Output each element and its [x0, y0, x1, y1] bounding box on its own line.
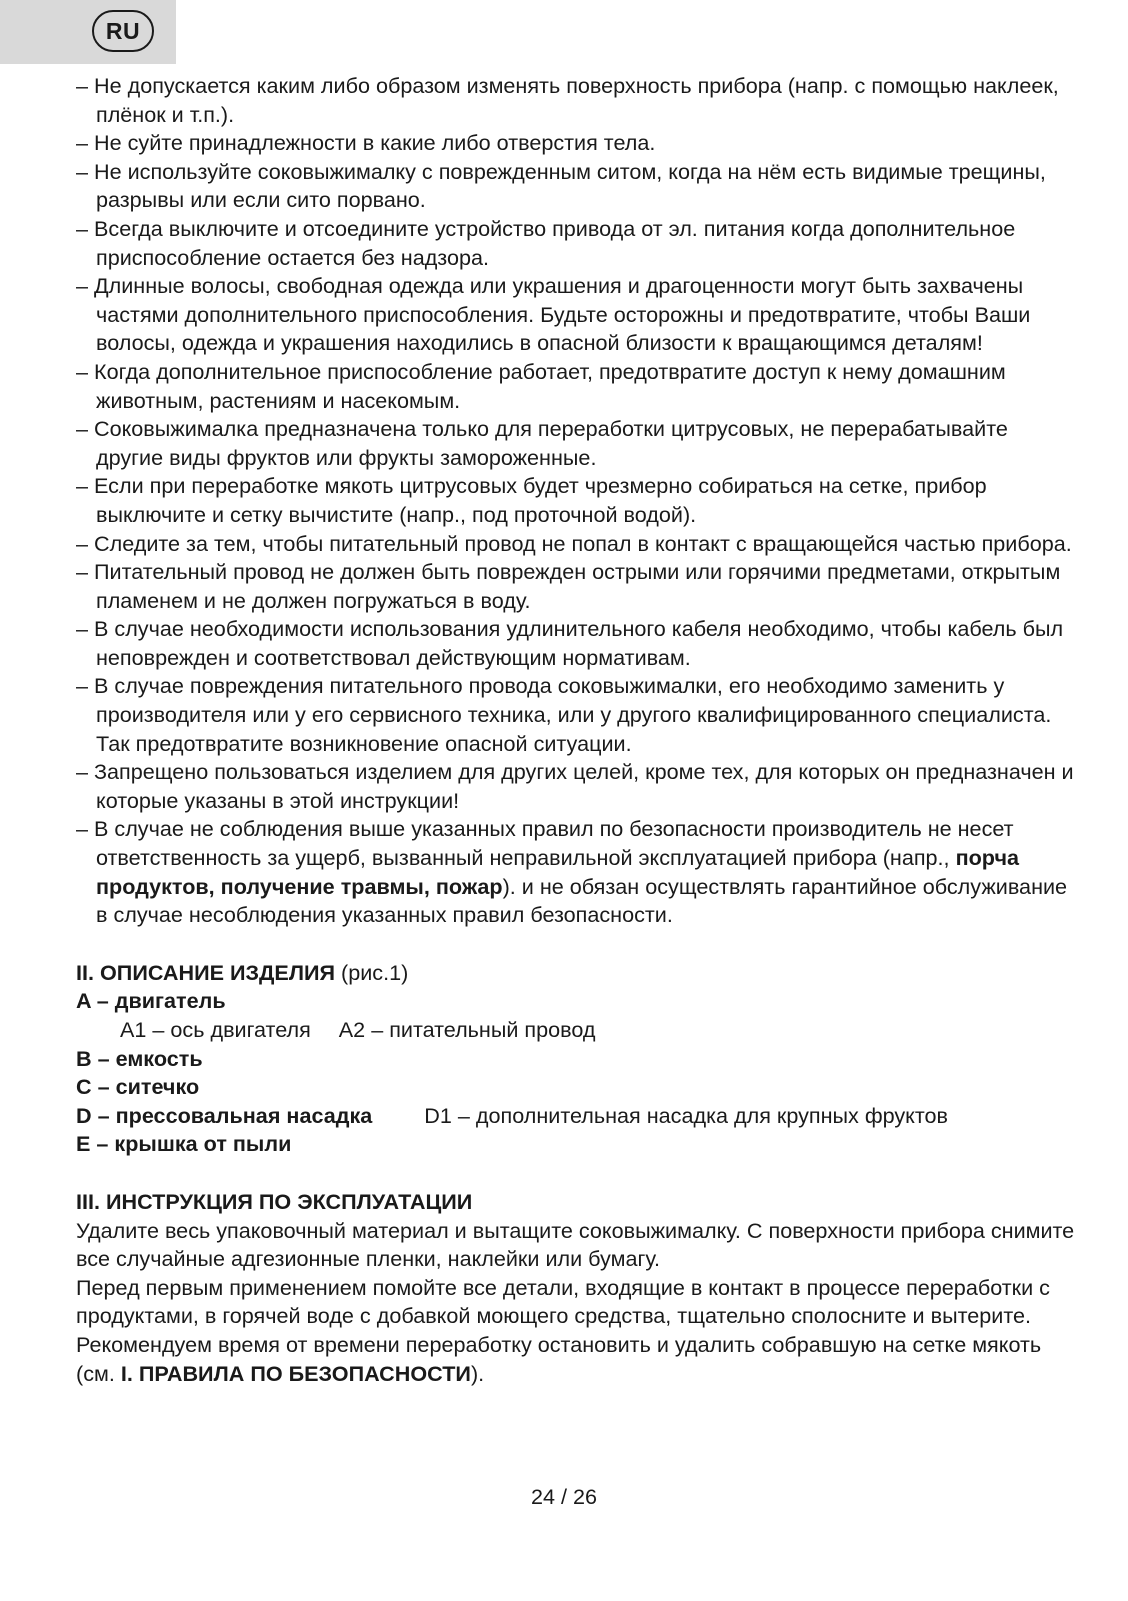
language-tab	[0, 0, 176, 64]
paragraph-2-text: Перед первым применением помойте все детали, входящие в контакт в процессе переработки с продуктами, в горячей воде с добавкой моющего средства, тщательно сполосните и вытерите. Рекомендуем время от времени переработку остановить и удалить собравшую на сетке мякоть (см.	[76, 1274, 1050, 1386]
safety-rules-reference: I. ПРАВИЛА ПО БЕЗОПАСНОСТИ	[120, 1360, 471, 1386]
part-a: A – двигатель	[76, 988, 226, 1014]
part-a1: A1 – ось двигателя	[120, 1017, 311, 1042]
list-item-liability	[76, 815, 1076, 929]
instructions-paragraph-1: Удалите весь упаковочный материал и вытащите соковыжималку. С поверхности прибора снимите все случайные адгезионные пленки, наклейки или бумагу.	[76, 1217, 1075, 1272]
list-item: – Не допускается каким либо образом изменять поверхность прибора (напр. с помощью наклеек, плёнок и т.п.).	[76, 73, 1059, 127]
language-badge: RU	[92, 10, 154, 52]
description-heading	[76, 959, 1076, 988]
list-item: – В случае повреждения питательного провода соковыжималки, его необходимо заменить у производителя или у его сервисного техника, или у другого квалифицированного специалиста. Так предотвратите возникновение опасной ситуации.	[76, 673, 1052, 756]
list-item: – Не суйте принадлежности в какие либо отверстия тела.	[76, 130, 656, 156]
instructions-heading: III. ИНСТРУКЦИЯ ПО ЭКСПЛУАТАЦИИ	[76, 1188, 473, 1214]
document-body	[76, 72, 1076, 1388]
list-item: – Всегда выключите и отсоедините устройство привода от эл. питания когда дополнительное приспособление остается без надзора.	[76, 215, 1016, 270]
paragraph-2-end: ).	[470, 1360, 485, 1386]
part-d: D – прессовальная насадка	[76, 1102, 373, 1128]
description-title: II. ОПИСАНИЕ ИЗДЕЛИЯ	[76, 959, 336, 985]
part-a-subitems	[76, 1016, 1076, 1045]
list-item: – Не используйте соковыжималку с поврежденным ситом, когда на нём есть видимые трещины, разрывы или если сито порвано.	[76, 158, 1046, 213]
list-item: – Запрещено пользоваться изделием для других целей, кроме тех, для которых он предназначен и которые указаны в этой инструкции!	[76, 759, 1074, 813]
liability-text-end: ). и не обязан осуществлять гарантийное обслуживание в случае несоблюдения указанных правил безопасности.	[96, 873, 1068, 928]
liability-text-start: – В случае не соблюдения выше указанных правил по безопасности производитель не несет ответственность за ущерб, вызванный неправильной эксплуатацией прибора (напр.,	[76, 816, 1014, 871]
list-item: – В случае необходимости использования удлинительного кабеля необходимо, чтобы кабель был неповрежден и соответствовал действующим нормативам.	[76, 616, 1064, 670]
liability-text-bold: порча продуктов, получение травмы, пожар	[96, 845, 1019, 899]
part-a2: A2 – питательный провод	[338, 1017, 596, 1042]
list-item: – Когда дополнительное приспособление работает, предотвратите доступ к нему домашним животным, растениям и насекомым.	[76, 358, 1006, 413]
list-item: – Соковыжималка предназначена только для переработки цитрусовых, не перерабатывайте другие виды фруктов или фрукты замороженные.	[76, 416, 1008, 470]
list-item: – Питательный провод не должен быть поврежден острыми или горячими предметами, открытым пламенем и не должен погружаться в воду.	[76, 559, 1061, 613]
list-item: – Следите за тем, чтобы питательный провод не попал в контакт с вращающейся частью прибора.	[76, 530, 1072, 556]
part-d1: D1 – дополнительная насадка для крупных фруктов	[424, 1102, 948, 1128]
part-b: B – емкость	[76, 1045, 203, 1071]
list-item: – Если при переработке мякоть цитрусовых будет чрезмерно собираться на сетке, прибор выключите и сетку вычистите (напр., под проточной водой).	[76, 473, 987, 527]
part-c: C – ситечко	[76, 1074, 200, 1100]
list-item: – Длинные волосы, свободная одежда или украшения и драгоценности могут быть захвачены частями дополнительного приспособления. Будьте осторожны и предотвратите, чтобы Ваши волосы, одежда и украшения находились в опасной близости к вращающимся деталям!	[76, 273, 1031, 356]
part-e: E – крышка от пыли	[76, 1131, 292, 1157]
description-figure-ref: (рис.1)	[341, 959, 409, 985]
safety-rules-list	[76, 72, 1076, 930]
instructions-paragraph-2	[76, 1274, 1076, 1388]
page-number: 24 / 26	[530, 1484, 598, 1509]
part-d-row	[76, 1102, 1076, 1131]
